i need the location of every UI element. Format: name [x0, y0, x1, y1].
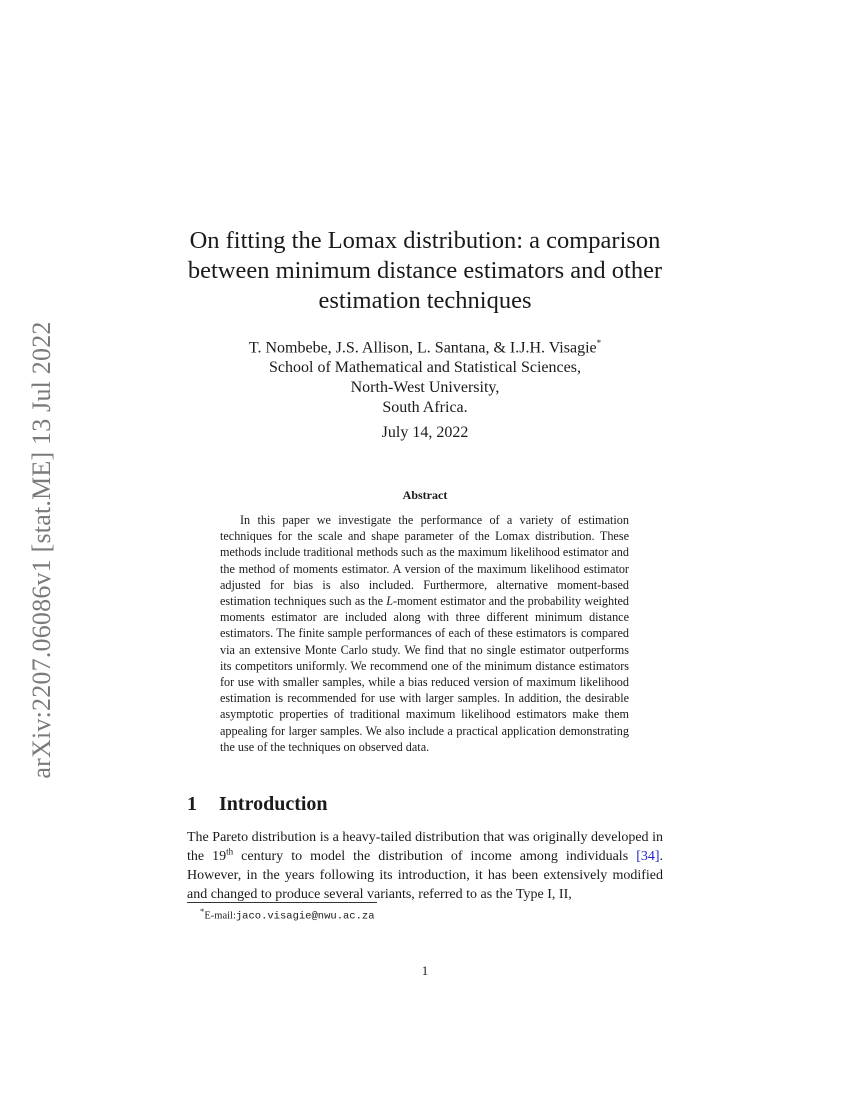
introduction-paragraph: The Pareto distribution is a heavy-tailed distribution that was originally developed in the 19th century to model the distribution of income among individuals [34]. However, in the years following its introduction, it has been extensively modified and changed to produce several variants, referred to as the Type I, II, — [187, 830, 664, 902]
affiliation-line-2: North-West University, — [350, 379, 500, 397]
footnote-label: E-mail: — [204, 910, 236, 922]
section-heading-introduction — [187, 793, 328, 816]
section-title: Introduction — [219, 793, 328, 815]
footnote-mark: * — [200, 906, 205, 916]
author-block — [150, 333, 700, 418]
arxiv-identifier-stamp — [22, 300, 62, 800]
arxiv-identifier-text: arXiv:2207.06086v1 [stat.ME] 13 Jul 2022 — [27, 321, 56, 779]
page-number: 1 — [421, 963, 429, 978]
author-footnote-mark: * — [596, 338, 602, 348]
affiliation-line-3: South Africa. — [382, 399, 468, 417]
paper-date: July 14, 2022 — [381, 424, 469, 441]
abstract-heading: Abstract — [402, 488, 448, 502]
author-names: T. Nombebe, J.S. Allison, L. Santana, & I.J.H. Visagie* — [248, 338, 602, 357]
section-number: 1 — [187, 793, 197, 815]
footnote-email: jaco.visagie@nwu.ac.za — [235, 910, 375, 923]
abstract-body: In this paper we investigate the performance of a variety of estimation techniques for the scale and shape parameter of the Lomax distribution. These methods include traditional methods such as the maximum likelihood estimator and the method of moments estimator. A version of the maximum likelihood estimator adjusted for bias is also included. Furthermore, alternative moment-based estimation techniques such as the L-moment estimator and the probability weighted moments estimator are included along with three different minimum distance estimators. The finite sample performances of each of these estimators is compared via an extensive Monte Carlo study. We find that no single estimator outperforms its competitors uniformly. We recommend one of the minimum distance estimators for use with smaller samples, while a bias reduced version of maximum likelihood estimation is recommended for use with larger samples. In addition, the desirable asymptotic properties of traditional maximum likelihood estimators make them appealing for larger samples. We also include a practical application demonstrating the use of the techniques on observed data. — [220, 513, 629, 754]
affiliation-line-1: School of Mathematical and Statistical Sciences, — [269, 359, 581, 377]
footnote — [200, 906, 375, 923]
footnote-divider — [187, 902, 377, 903]
citation-link[interactable]: [34] — [636, 849, 660, 864]
paper-title: On fitting the Lomax distribution: a comparison between minimum distance estimators and other estimation techniques — [187, 227, 663, 314]
